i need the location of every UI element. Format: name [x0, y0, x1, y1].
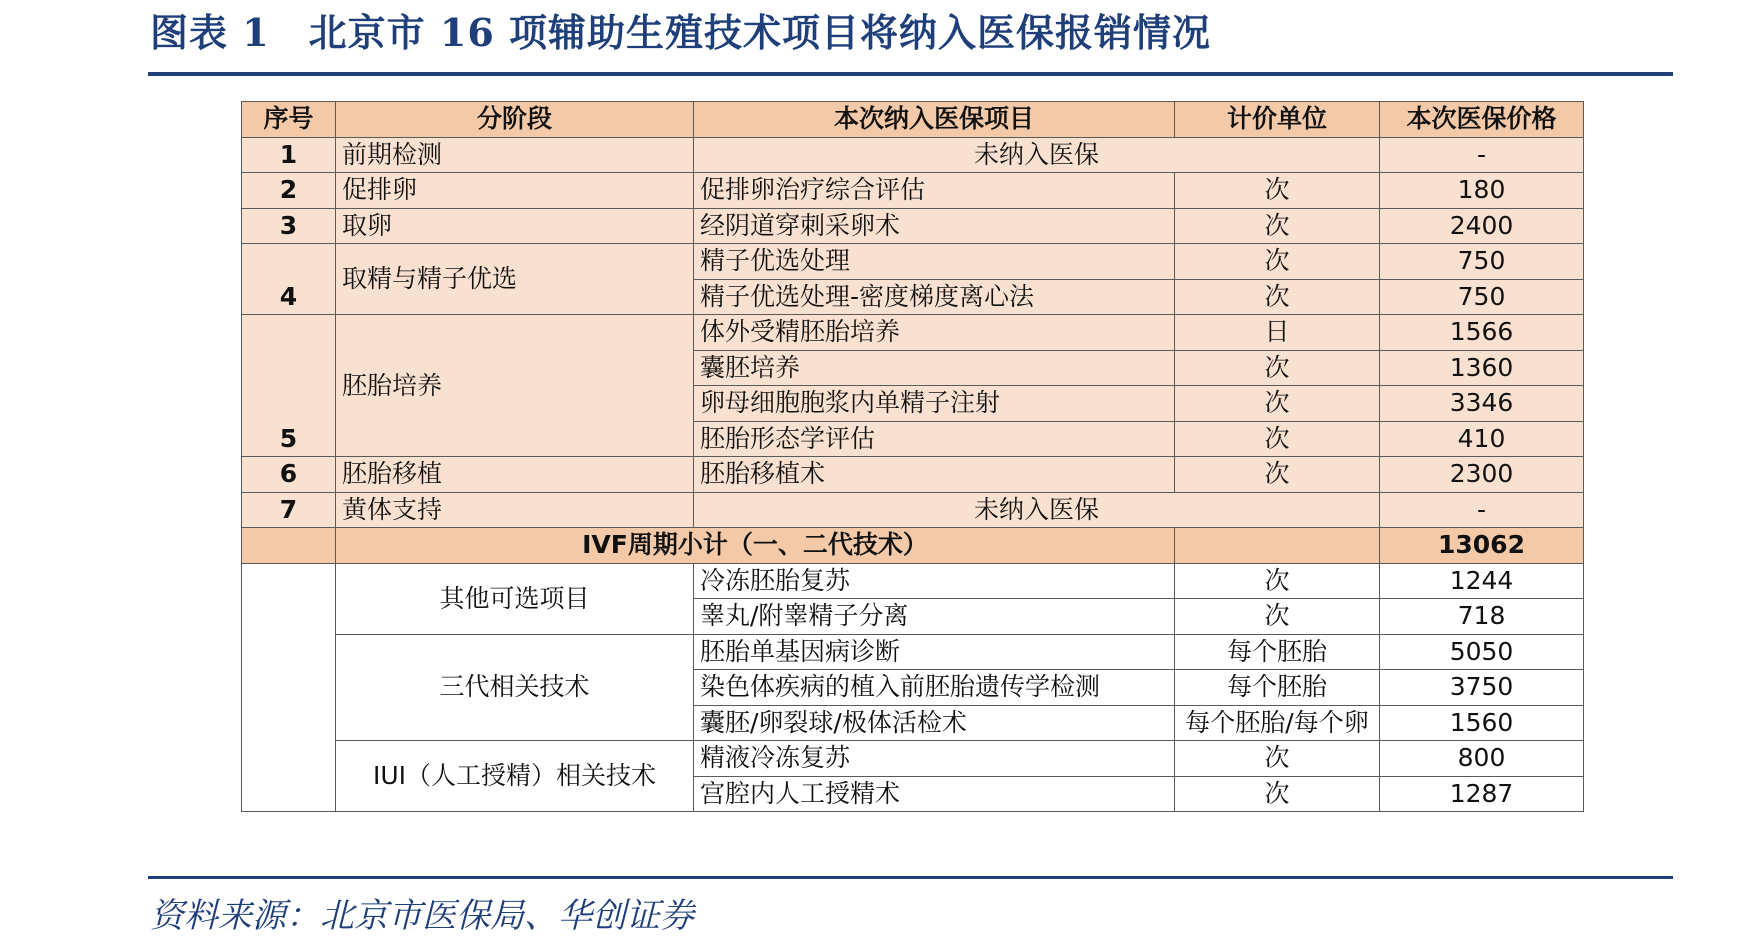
row-index: 6 — [242, 457, 336, 493]
row-unit: 次 — [1175, 350, 1380, 386]
row-price: - — [1380, 137, 1584, 173]
row-item-name: 宫腔内人工授精术 — [694, 776, 1175, 812]
source-note: 资料来源：北京市医保局、华创证券 — [150, 896, 694, 936]
row-item-name: 胚胎形态学评估 — [694, 421, 1175, 457]
row-unit: 次 — [1175, 386, 1380, 422]
header-unit: 计价单位 — [1175, 102, 1380, 138]
row-item-name: 精子优选处理-密度梯度离心法 — [694, 279, 1175, 315]
row-unit: 每个胚胎 — [1175, 634, 1380, 670]
table-row — [242, 492, 1584, 528]
row-price: 2400 — [1380, 208, 1584, 244]
row-stage: 取精与精子优选 — [336, 244, 694, 315]
optional-stage: IUI（人工授精）相关技术 — [336, 741, 694, 812]
row-unit: 次 — [1175, 421, 1380, 457]
row-unit: 次 — [1175, 741, 1380, 777]
row-item-name: 未纳入医保 — [694, 492, 1380, 528]
title-divider — [148, 72, 1673, 76]
header-price: 本次医保价格 — [1380, 102, 1584, 138]
row-index: 2 — [242, 173, 336, 209]
subtotal-price: 13062 — [1380, 528, 1584, 564]
header-stage: 分阶段 — [336, 102, 694, 138]
row-stage: 前期检测 — [336, 137, 694, 173]
row-unit: 次 — [1175, 173, 1380, 209]
row-price: 1566 — [1380, 315, 1584, 351]
row-price: 3750 — [1380, 670, 1584, 706]
row-unit: 每个胚胎 — [1175, 670, 1380, 706]
table-row — [242, 457, 1584, 493]
row-item-name: 精子优选处理 — [694, 244, 1175, 280]
row-item-name: 未纳入医保 — [694, 137, 1380, 173]
row-item-name: 体外受精胚胎培养 — [694, 315, 1175, 351]
row-index: 3 — [242, 208, 336, 244]
row-item-name: 胚胎单基因病诊断 — [694, 634, 1175, 670]
figure-title: 图表 1 北京市 16 项辅助生殖技术项目将纳入医保报销情况 — [150, 10, 1212, 55]
row-item-name: 促排卵治疗综合评估 — [694, 173, 1175, 209]
subtotal-index-blank — [242, 528, 336, 564]
row-item-name: 精液冷冻复苏 — [694, 741, 1175, 777]
row-price: 410 — [1380, 421, 1584, 457]
optional-stage: 其他可选项目 — [336, 563, 694, 634]
row-price: 1244 — [1380, 563, 1584, 599]
header-row — [242, 102, 1584, 138]
row-stage: 促排卵 — [336, 173, 694, 209]
row-price: 1287 — [1380, 776, 1584, 812]
row-item-name: 囊胚培养 — [694, 350, 1175, 386]
row-index: 5 — [242, 315, 336, 457]
optional-index-blank — [242, 563, 336, 812]
table-row — [242, 634, 1584, 670]
row-unit: 次 — [1175, 776, 1380, 812]
row-unit: 次 — [1175, 279, 1380, 315]
row-unit: 日 — [1175, 315, 1380, 351]
table-row — [242, 208, 1584, 244]
subtotal-unit-blank — [1175, 528, 1380, 564]
table-row — [242, 563, 1584, 599]
subtotal-row — [242, 528, 1584, 564]
row-item-name: 胚胎移植术 — [694, 457, 1175, 493]
table-row — [242, 244, 1584, 280]
footer-divider — [148, 876, 1673, 879]
row-price: 3346 — [1380, 386, 1584, 422]
row-unit: 次 — [1175, 457, 1380, 493]
row-price: 1360 — [1380, 350, 1584, 386]
row-index: 4 — [242, 244, 336, 315]
table-row — [242, 137, 1584, 173]
row-index: 1 — [242, 137, 336, 173]
row-unit: 次 — [1175, 244, 1380, 280]
row-price: 5050 — [1380, 634, 1584, 670]
reimbursement-table — [241, 101, 1584, 812]
row-price: 800 — [1380, 741, 1584, 777]
table-row — [242, 741, 1584, 777]
row-item-name: 经阴道穿刺采卵术 — [694, 208, 1175, 244]
row-unit: 每个胚胎/每个卵 — [1175, 705, 1380, 741]
row-item-name: 囊胚/卵裂球/极体活检术 — [694, 705, 1175, 741]
row-price: - — [1380, 492, 1584, 528]
row-index: 7 — [242, 492, 336, 528]
row-stage: 取卵 — [336, 208, 694, 244]
header-index: 序号 — [242, 102, 336, 138]
row-price: 180 — [1380, 173, 1584, 209]
header-item: 本次纳入医保项目 — [694, 102, 1175, 138]
row-item-name: 冷冻胚胎复苏 — [694, 563, 1175, 599]
row-item-name: 卵母细胞胞浆内单精子注射 — [694, 386, 1175, 422]
row-stage: 胚胎移植 — [336, 457, 694, 493]
table-row — [242, 173, 1584, 209]
row-stage: 胚胎培养 — [336, 315, 694, 457]
row-price: 2300 — [1380, 457, 1584, 493]
row-item-name: 染色体疾病的植入前胚胎遗传学检测 — [694, 670, 1175, 706]
optional-stage: 三代相关技术 — [336, 634, 694, 741]
row-price: 1560 — [1380, 705, 1584, 741]
row-stage: 黄体支持 — [336, 492, 694, 528]
row-unit: 次 — [1175, 599, 1380, 635]
row-unit: 次 — [1175, 208, 1380, 244]
row-unit: 次 — [1175, 563, 1380, 599]
row-price: 718 — [1380, 599, 1584, 635]
subtotal-label: IVF周期小计（一、二代技术） — [336, 528, 1175, 564]
row-item-name: 睾丸/附睾精子分离 — [694, 599, 1175, 635]
row-price: 750 — [1380, 279, 1584, 315]
row-price: 750 — [1380, 244, 1584, 280]
table-row — [242, 315, 1584, 351]
